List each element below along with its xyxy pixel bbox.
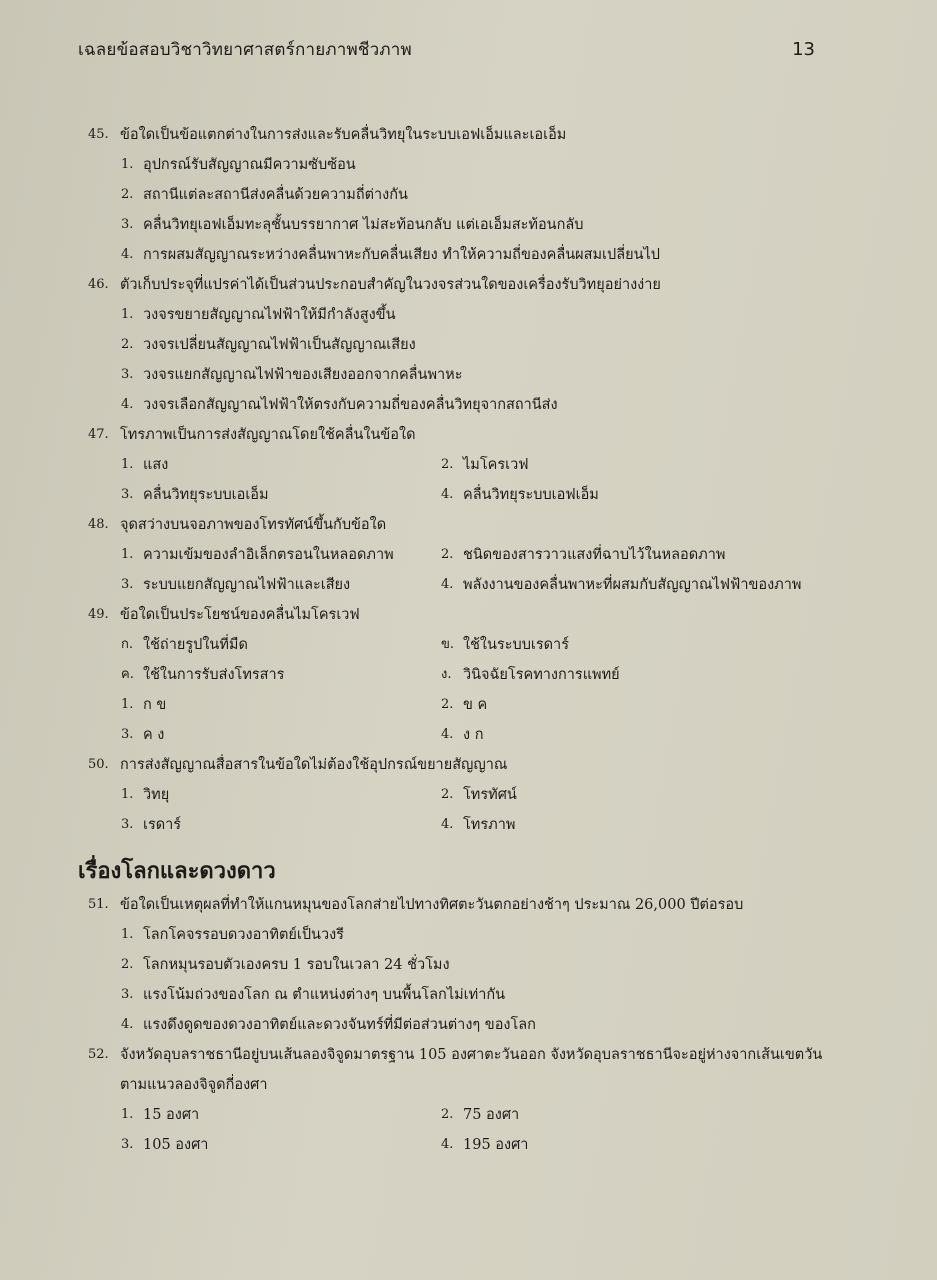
- option: 3. 105 องศา: [121, 1137, 209, 1153]
- choice: ง. วินิจฉัยโรคทางการแพทย์: [441, 667, 620, 683]
- question-49: [88, 600, 824, 750]
- option: 4. พลังงานของคลื่นพาหะที่ผสมกับสัญญาณไฟฟ้าของภาพ: [441, 577, 802, 593]
- option: 2. ไมโครเวฟ: [441, 457, 529, 473]
- question-text: จังหวัดอุบลราชธานีอยู่บนเส้นลองจิจูดมาตรฐาน 105 องศาตะวันออก จังหวัดอุบลราชธานีจะอยู่ห่างจากเส้นเขตวันตามแนวลองจิจูดกี่องศา: [120, 1047, 823, 1093]
- question-48: [88, 510, 824, 600]
- question-number: 46.: [88, 277, 109, 292]
- choice: ค. ใช้ในการรับส่งโทรสาร: [121, 667, 285, 683]
- question-text: ข้อใดเป็นเหตุผลที่ทำให้แกนหมุนของโลกส่ายไปทางทิศตะวันตกอย่างช้าๆ ประมาณ 26,000 ปีต่อรอบ: [120, 897, 744, 913]
- choice: ก. ใช้ถ่ายรูปในที่มืด: [121, 637, 248, 653]
- option: 1. โลกโคจรรอบดวงอาทิตย์เป็นวงรี: [121, 927, 344, 943]
- option: 1. วงจรขยายสัญญาณไฟฟ้าให้มีกำลังสูงขึ้น: [121, 307, 396, 323]
- option: 4. โทรภาพ: [441, 817, 516, 833]
- option: 3. ค ง: [121, 727, 165, 743]
- page-number: 13: [792, 39, 815, 60]
- option: 1. อุปกรณ์รับสัญญาณมีความซับซ้อน: [121, 157, 356, 173]
- question-number: 52.: [88, 1047, 109, 1062]
- question-50: [88, 750, 824, 840]
- option: 4. ง ก: [441, 727, 484, 743]
- option: 4. วงจรเลือกสัญญาณไฟฟ้าให้ตรงกับความถี่ของคลื่นวิทยุจากสถานีส่ง: [121, 397, 558, 413]
- question-number: 45.: [88, 127, 109, 142]
- choice: ข. ใช้ในระบบเรดาร์: [441, 637, 569, 653]
- question-number: 47.: [88, 427, 109, 442]
- question-text: ข้อใดเป็นประโยชน์ของคลื่นไมโครเวฟ: [120, 607, 360, 623]
- option: 2. ข ค: [441, 697, 488, 713]
- option: 4. 195 องศา: [441, 1137, 529, 1153]
- question-text: การส่งสัญญาณสื่อสารในข้อใดไม่ต้องใช้อุปกรณ์ขยายสัญญาณ: [120, 757, 508, 773]
- section-title: เรื่องโลกและดวงดาว: [78, 859, 276, 884]
- question-text: ตัวเก็บประจุที่แปรค่าได้เป็นส่วนประกอบสำคัญในวงจรส่วนใดของเครื่องรับวิทยุอย่างง่าย: [120, 277, 661, 293]
- question-text: โทรภาพเป็นการส่งสัญญาณโดยใช้คลื่นในข้อใด: [120, 427, 416, 443]
- question-number: 50.: [88, 757, 109, 772]
- option: 1. 15 องศา: [121, 1107, 200, 1123]
- option: 2. โทรทัศน์: [441, 787, 517, 803]
- option: 4. คลื่นวิทยุระบบเอฟเอ็ม: [441, 487, 599, 503]
- option: 2. สถานีแต่ละสถานีส่งคลื่นด้วยความถี่ต่างกัน: [121, 187, 408, 203]
- option: 3. เรดาร์: [121, 817, 182, 833]
- question-text: ข้อใดเป็นข้อแตกต่างในการส่งและรับคลื่นวิทยุในระบบเอฟเอ็มและเอเอ็ม: [120, 127, 567, 143]
- option: 2. 75 องศา: [441, 1107, 520, 1123]
- option: 3. คลื่นวิทยุเอฟเอ็มทะลุชั้นบรรยากาศ ไม่สะท้อนกลับ แต่เอเอ็มสะท้อนกลับ: [121, 217, 584, 233]
- option: 1. ก ข: [121, 697, 167, 713]
- option: 3. แรงโน้มถ่วงของโลก ณ ตำแหน่งต่างๆ บนพื้นโลกไม่เท่ากัน: [121, 987, 506, 1003]
- question-number: 48.: [88, 517, 109, 532]
- option: 4. การผสมสัญญาณระหว่างคลื่นพาหะกับคลื่นเสียง ทำให้ความถี่ของคลื่นผสมเปลี่ยนไป: [121, 247, 660, 263]
- option: 3. ระบบแยกสัญญาณไฟฟ้าและเสียง: [121, 577, 351, 593]
- question-number: 49.: [88, 607, 109, 622]
- question-45: [88, 120, 824, 270]
- option: 2. วงจรเปลี่ยนสัญญาณไฟฟ้าเป็นสัญญาณเสียง: [121, 337, 416, 353]
- option: 2. โลกหมุนรอบตัวเองครบ 1 รอบในเวลา 24 ชั่วโมง: [121, 957, 450, 973]
- question-51: [88, 890, 824, 1040]
- option: 1. วิทยุ: [121, 787, 170, 803]
- question-52: [88, 1040, 824, 1160]
- option: 1. ความเข้มของลำอิเล็กตรอนในหลอดภาพ: [121, 547, 394, 563]
- option: 3. วงจรแยกสัญญาณไฟฟ้าของเสียงออกจากคลื่นพาหะ: [121, 367, 463, 383]
- question-47: [88, 420, 824, 510]
- page-header: [78, 36, 815, 63]
- option: 3. คลื่นวิทยุระบบเอเอ็ม: [121, 487, 269, 503]
- question-text: จุดสว่างบนจอภาพของโทรทัศน์ขึ้นกับข้อใด: [120, 517, 387, 533]
- question-number: 51.: [88, 897, 109, 912]
- question-list: [78, 120, 824, 1160]
- option: 1. แสง: [121, 457, 169, 473]
- option: 4. แรงดึงดูดของดวงอาทิตย์และดวงจันทร์ที่มีต่อส่วนต่างๆ ของโลก: [121, 1017, 536, 1033]
- question-46: [88, 270, 824, 420]
- option: 2. ชนิดของสารวาวแสงที่ฉาบไว้ในหลอดภาพ: [441, 547, 726, 563]
- header-title: เฉลยข้อสอบวิชาวิทยาศาสตร์กายภาพชีวภาพ: [78, 40, 412, 60]
